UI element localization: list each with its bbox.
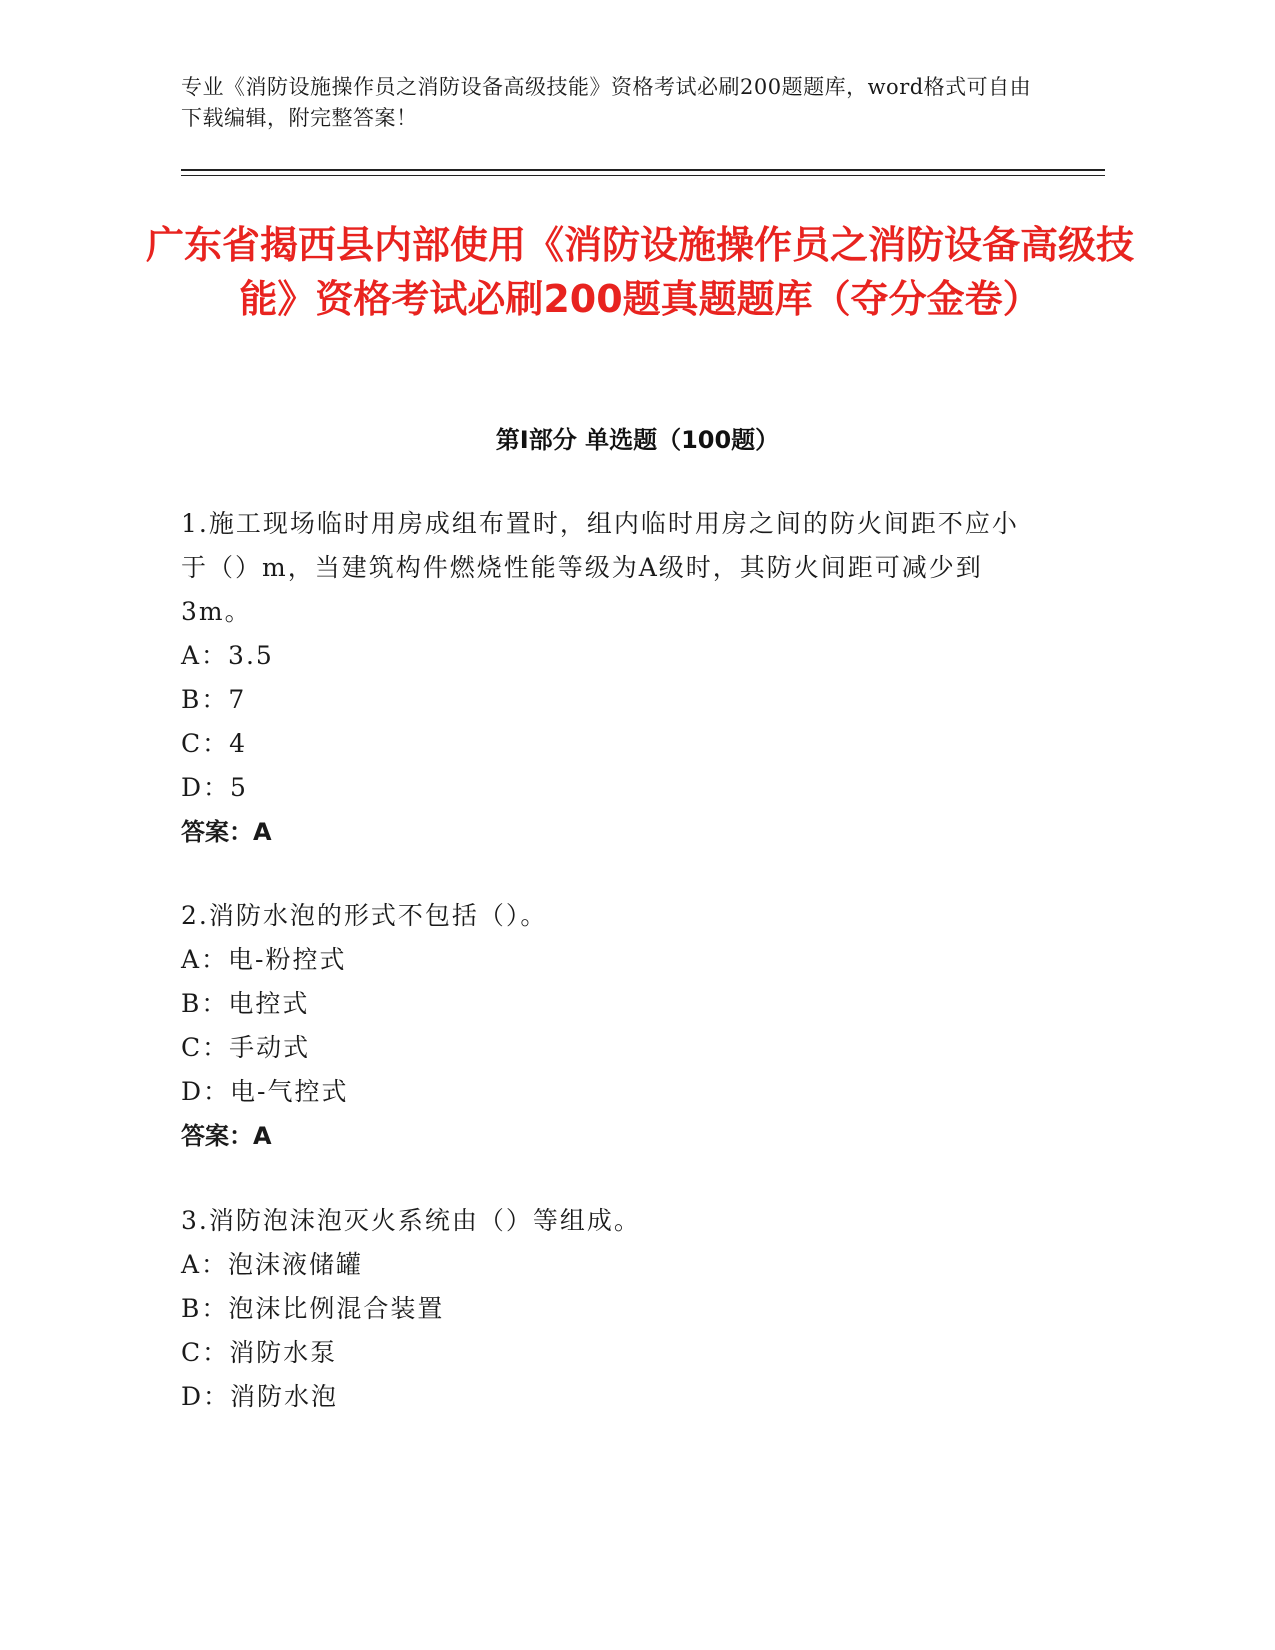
question-stem: 2.消防水泡的形式不包括（）。 bbox=[181, 901, 548, 930]
question-block bbox=[181, 1199, 1041, 1419]
header-note: 专业《消防设施操作员之消防设备高级技能》资格考试必刷200题题库，word格式可自由下载编辑，附完整答案！ bbox=[181, 75, 1032, 130]
option-b: B：泡沫比例混合装置 bbox=[181, 1294, 445, 1323]
document-title: 广东省揭西县内部使用《消防设施操作员之消防设备高级技能》资格考试必刷200题真题题库（夺分金卷） bbox=[145, 223, 1134, 321]
option-c: C：4 bbox=[181, 729, 248, 758]
section-title: 第I部分 单选题（100题） bbox=[495, 426, 780, 454]
header-divider-thin bbox=[181, 175, 1105, 176]
answer: 答案：A bbox=[181, 1122, 272, 1150]
option-b: B：电控式 bbox=[181, 989, 310, 1018]
option-d: D：消防水泡 bbox=[181, 1382, 339, 1411]
option-d: D：5 bbox=[181, 773, 248, 802]
question-stem: 1.施工现场临时用房成组布置时，组内临时用房之间的防火间距不应小于（）m，当建筑构件燃烧性能等级为A级时，其防火间距可减少到3m。 bbox=[181, 509, 1019, 626]
option-c: C：消防水泵 bbox=[181, 1338, 338, 1367]
answer: 答案：A bbox=[181, 818, 272, 846]
option-b: B：7 bbox=[181, 685, 247, 714]
option-c: C：手动式 bbox=[181, 1033, 311, 1062]
question-block bbox=[181, 502, 1041, 854]
header-divider-thick bbox=[181, 169, 1105, 171]
question-stem: 3.消防泡沫泡灭火系统由（）等组成。 bbox=[181, 1206, 641, 1235]
option-d: D：电-气控式 bbox=[181, 1077, 349, 1106]
option-a: A：泡沫液储罐 bbox=[181, 1250, 364, 1279]
option-a: A：3.5 bbox=[181, 641, 274, 670]
option-a: A：电-粉控式 bbox=[181, 945, 347, 974]
question-block bbox=[181, 894, 1041, 1158]
